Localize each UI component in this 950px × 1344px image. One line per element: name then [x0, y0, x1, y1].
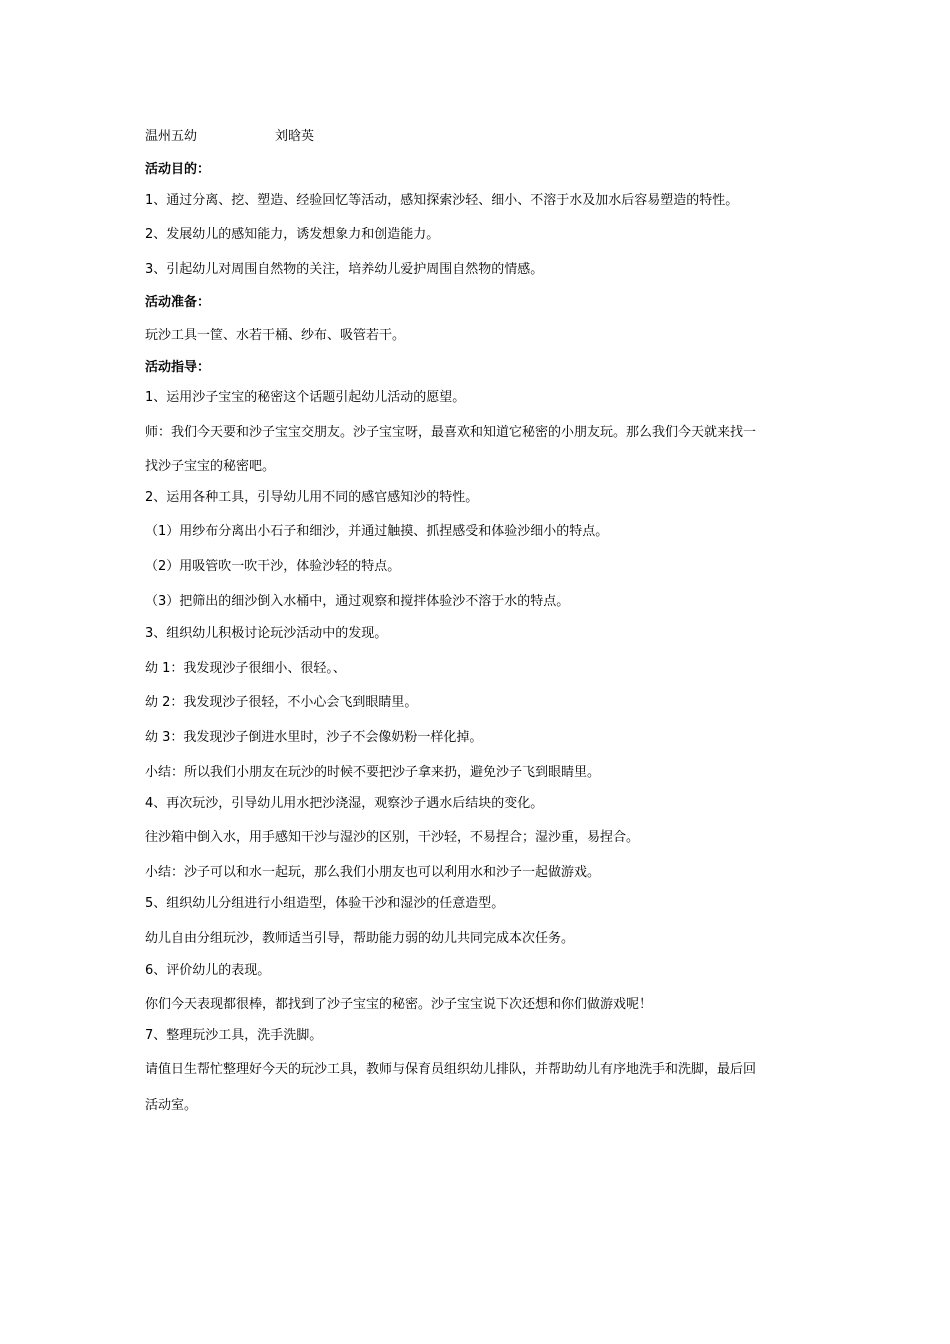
guide-line: 3、组织幼儿积极讨论玩沙活动中的发现。	[145, 626, 388, 641]
guide-line: 请值日生帮忙整理好今天的玩沙工具，教师与保育员组织幼儿排队，并帮助幼儿有序地洗手和洗脚，最后回	[145, 1062, 757, 1077]
guide-line: 4、再次玩沙，引导幼儿用水把沙浇湿，观察沙子遇水后结块的变化。	[145, 796, 544, 811]
guide-line: 师：我们今天要和沙子宝宝交朋友。沙子宝宝呀，最喜欢和知道它秘密的小朋友玩。那么我们今天就来找一	[145, 425, 757, 440]
guide-line: 小结：沙子可以和水一起玩，那么我们小朋友也可以利用水和沙子一起做游戏。	[145, 865, 601, 880]
guide-line: 5、组织幼儿分组进行小组造型，体验干沙和湿沙的任意造型。	[145, 896, 505, 911]
prep-heading: 活动准备：	[145, 295, 211, 310]
guide-line: 幼儿自由分组玩沙，教师适当引导，帮助能力弱的幼儿共同完成本次任务。	[145, 931, 575, 946]
guide-line: （1）用纱布分离出小石子和细沙，并通过触摸、抓捏感受和体验沙细小的特点。	[145, 524, 609, 539]
goal-item: 1、通过分离、挖、塑造、经验回忆等活动，感知探索沙轻、细小、不溶于水及加水后容易塑造的特性。	[145, 193, 739, 208]
school-name: 温州五幼	[145, 129, 198, 144]
guide-line: 往沙箱中倒入水，用手感知干沙与湿沙的区别，干沙轻，不易捏合；湿沙重，易捏合。	[145, 830, 640, 845]
guide-line: 1、运用沙子宝宝的秘密这个话题引起幼儿活动的愿望。	[145, 390, 466, 405]
guide-line: 7、整理玩沙工具，洗手洗脚。	[145, 1028, 323, 1043]
goal-item: 3、引起幼儿对周围自然物的关注，培养幼儿爱护周围自然物的情感。	[145, 262, 544, 277]
guide-line: （2）用吸管吹一吹干沙，体验沙轻的特点。	[145, 559, 401, 574]
guide-line: 找沙子宝宝的秘密吧。	[145, 459, 276, 474]
guide-line: 幼 2：我发现沙子很轻，不小心会飞到眼睛里。	[145, 695, 418, 710]
goal-item: 2、发展幼儿的感知能力，诱发想象力和创造能力。	[145, 227, 440, 242]
guide-line: 2、运用各种工具，引导幼儿用不同的感官感知沙的特性。	[145, 490, 479, 505]
guide-heading: 活动指导：	[145, 360, 211, 375]
author-name: 刘晗英	[275, 129, 315, 144]
guide-line: （3）把筛出的细沙倒入水桶中，通过观察和搅拌体验沙不溶于水的特点。	[145, 594, 570, 609]
goals-heading: 活动目的：	[145, 162, 211, 177]
author-line	[145, 128, 314, 146]
guide-line: 幼 3：我发现沙子倒进水里时，沙子不会像奶粉一样化掉。	[145, 730, 483, 745]
guide-line: 6、评价幼儿的表现。	[145, 963, 271, 978]
guide-line: 小结：所以我们小朋友在玩沙的时候不要把沙子拿来扔，避免沙子飞到眼睛里。	[145, 765, 601, 780]
document-page	[145, 0, 825, 1344]
guide-line: 你们今天表现都很棒，都找到了沙子宝宝的秘密。沙子宝宝说下次还想和你们做游戏呢！	[145, 997, 653, 1012]
guide-line: 活动室。	[145, 1098, 198, 1113]
guide-line: 幼 1：我发现沙子很细小、很轻。、	[145, 661, 346, 676]
prep-text: 玩沙工具一筐、水若干桶、纱布、吸管若干。	[145, 328, 406, 343]
